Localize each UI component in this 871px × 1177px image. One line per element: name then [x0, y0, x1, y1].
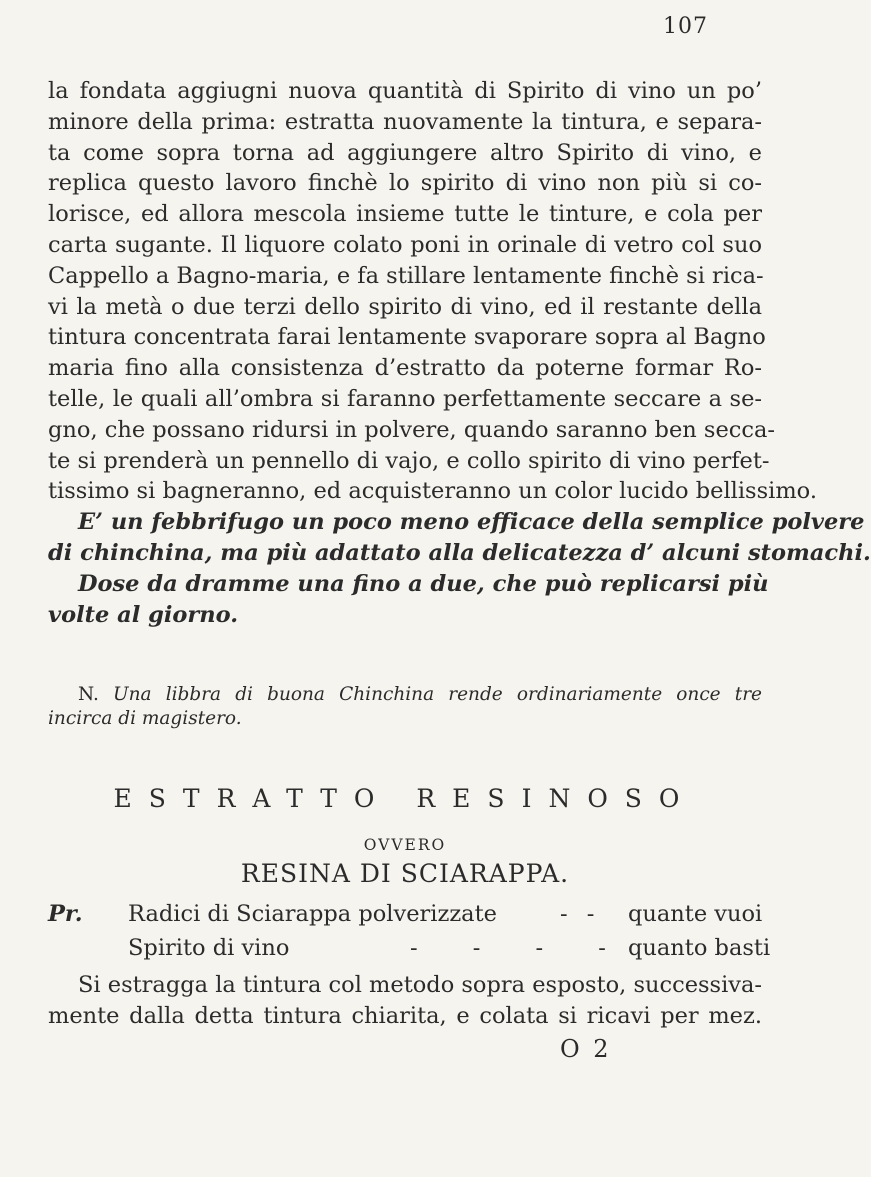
italic-line: di chinchina, ma più adattato alla delicatezza d’ alcuni stomachi.	[48, 539, 871, 566]
text-line: carta sugante. Il liquore colato poni in orinale di vetro col suo	[48, 231, 762, 258]
signature-mark: O 2	[560, 1035, 612, 1063]
recipe-row	[48, 935, 771, 967]
text-line: gno, che possano ridursi in polvere, quando saranno ben secca-	[48, 416, 775, 443]
text-line: te si prenderà un pennello di vajo, e collo spirito di vino perfet-	[48, 447, 770, 474]
footnote	[48, 683, 762, 731]
text-line: tissimo si bagneranno, ed acquisteranno un color lucido bellissimo.	[48, 478, 817, 505]
text-line: maria fino alla consistenza d’estratto da poterne formar Ro-	[48, 355, 762, 382]
paragraph-final	[48, 970, 762, 1032]
text-line: vi la metà o due terzi dello spirito di vino, ed il restante della	[48, 293, 762, 320]
note-text: Una libbra di buona Chinchina rende ordinariamente once tre	[113, 684, 762, 705]
dash-leader: - - - -	[410, 935, 630, 961]
note-line: incirca di magistero.	[48, 708, 242, 729]
text-line: mente dalla detta tintura chiarita, e colata si ricavi per mez.	[48, 1003, 762, 1029]
italic-line: volte al giorno.	[48, 601, 239, 628]
note-prefix: N.	[78, 684, 99, 705]
section-heading: ESTRATTO RESINOSO	[113, 784, 697, 813]
text-line: Cappello a Bagno-maria, e fa stillare lentamente finchè si rica-	[48, 262, 764, 289]
text-line: ta come sopra torna ad aggiungere altro Spirito di vino, e	[48, 139, 762, 166]
note-line	[48, 683, 762, 707]
text-line: lorisce, ed allora mescola insieme tutte le tinture, e cola per	[48, 201, 762, 228]
recipe-prefix: Pr.	[48, 901, 83, 927]
dash-leader: - -	[560, 901, 601, 927]
text-line: Si estragga la tintura col metodo sopra esposto, successiva-	[78, 972, 763, 998]
recipe-row	[48, 901, 762, 933]
quantity: quanto basti	[628, 935, 771, 961]
quantity: quante vuoi	[628, 901, 763, 927]
text-line: replica questo lavoro finchè lo spirito di vino non più si co-	[48, 170, 762, 197]
section-subheading: OVVERO	[363, 836, 447, 854]
italic-line: Dose da dramme una fino a due, che può replicarsi più	[78, 570, 769, 597]
ingredient: Spirito di vino	[128, 935, 290, 961]
text-line: tintura concentrata farai lentamente svaporare sopra al Bagno	[48, 324, 766, 351]
italic-line: E’ un febbrifugo un poco meno efficace della semplice polvere	[78, 509, 865, 536]
section-title: RESINA DI SCIARAPPA.	[240, 859, 570, 888]
text-line: la fondata aggiugni nuova quantità di Spirito di vino un po’	[48, 78, 762, 104]
text-line: telle, le quali all’ombra si faranno perfettamente seccare a se-	[48, 385, 762, 412]
text-line: minore della prima: estratta nuovamente la tintura, e separa-	[48, 108, 762, 135]
page-number: 107	[663, 14, 708, 39]
paragraph-main	[48, 76, 871, 630]
ingredient: Radici di Sciarappa polverizzate	[128, 901, 497, 927]
